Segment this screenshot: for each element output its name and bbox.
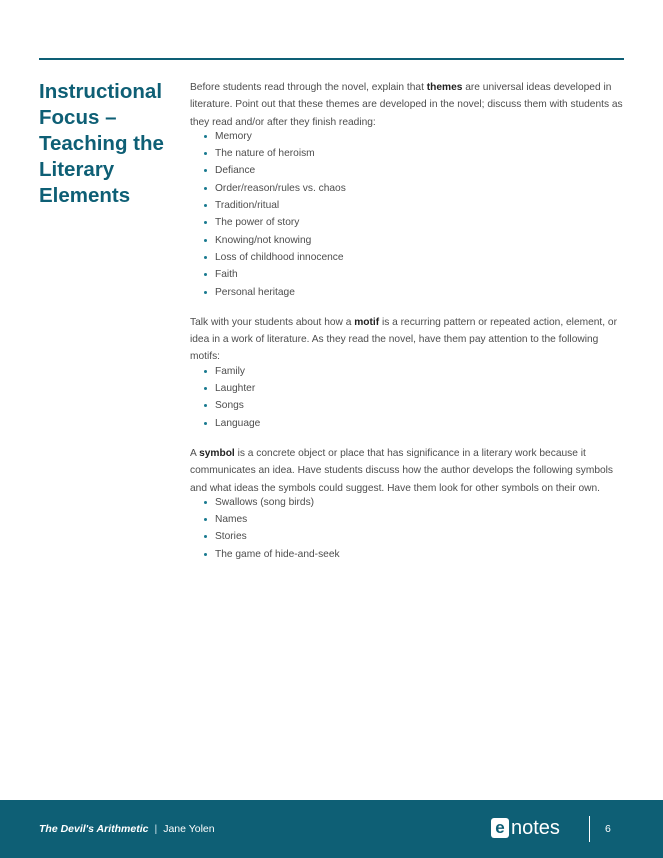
bullet-icon <box>204 535 207 538</box>
themes-intro-paragraph: Before students read through the novel, explain that themes are universal ideas developed in literature. Point out that these themes are developed in the novel; discuss them with students as they read and/or after they finish reading: <box>190 82 623 128</box>
footer-citation <box>39 823 215 835</box>
themes-list <box>190 128 624 301</box>
footer-divider <box>589 816 590 842</box>
bullet-icon <box>204 169 207 172</box>
bullet-icon <box>204 256 207 259</box>
list-item: Defiance <box>190 162 624 179</box>
symbols-list <box>190 494 624 563</box>
list-item: Songs <box>190 397 624 414</box>
logo-e-icon: e <box>491 818 509 838</box>
list-item: Language <box>190 415 624 432</box>
list-item: The game of hide-and-seek <box>190 546 624 563</box>
list-item: Personal heritage <box>190 284 624 301</box>
list-item: Tradition/ritual <box>190 197 624 214</box>
themes-term: themes <box>426 82 463 93</box>
page-number: 6 <box>605 823 611 835</box>
bullet-icon <box>204 187 207 190</box>
bullet-icon <box>204 518 207 521</box>
list-item: The power of story <box>190 214 624 231</box>
list-item: Names <box>190 511 624 528</box>
section-heading <box>39 79 179 209</box>
list-item: Knowing/not knowing <box>190 232 624 249</box>
symbol-term: symbol <box>199 447 235 459</box>
bullet-icon <box>204 135 207 138</box>
symbol-intro-paragraph: A symbol is a concrete object or place that has significance in a literary work because it communicates an idea. Have students discuss how the author develops the following symbols and what ideas the symbols could suggest. Have them look for other symbols on their own. <box>190 447 614 494</box>
page-footer <box>0 800 663 858</box>
bullet-icon <box>204 239 207 242</box>
bullet-icon <box>204 291 207 294</box>
list-item: The nature of heroism <box>190 145 624 162</box>
bullet-icon <box>204 204 207 207</box>
bullet-icon <box>204 221 207 224</box>
heading-line: Teaching the <box>39 132 164 155</box>
bullet-icon <box>204 501 207 504</box>
list-item: Stories <box>190 528 624 545</box>
bullet-icon <box>204 422 207 425</box>
heading-line: Literary <box>39 158 115 181</box>
bullet-icon <box>204 370 207 373</box>
motif-intro-paragraph: Talk with your students about how a motif is a recurring pattern or repeated action, element, or idea in a work of literature. As they read the novel, have them pay attention to the following motifs: <box>190 316 617 363</box>
bullet-icon <box>204 553 207 556</box>
footer-separator: | <box>154 823 158 835</box>
bullet-icon <box>204 152 207 155</box>
heading-line: Elements <box>39 184 131 207</box>
list-item: Order/reason/rules vs. chaos <box>190 180 624 197</box>
list-item: Family <box>190 363 624 380</box>
main-content <box>190 79 624 576</box>
list-item: Swallows (song birds) <box>190 494 624 511</box>
top-divider <box>39 58 624 60</box>
heading-line: Focus – <box>39 106 117 129</box>
bullet-icon <box>204 273 207 276</box>
author-name: Jane Yolen <box>163 823 215 835</box>
list-item: Laughter <box>190 380 624 397</box>
list-item: Faith <box>190 266 624 283</box>
list-item: Loss of childhood innocence <box>190 249 624 266</box>
logo-wordmark: notes <box>511 817 560 839</box>
book-title: The Devil's Arithmetic <box>39 823 149 835</box>
motif-term: motif <box>354 316 380 328</box>
bullet-icon <box>204 404 207 407</box>
heading-line: Instructional <box>39 80 163 103</box>
list-item: Memory <box>190 128 624 145</box>
enotes-logo <box>491 816 560 840</box>
bullet-icon <box>204 387 207 390</box>
motifs-list <box>190 363 624 432</box>
